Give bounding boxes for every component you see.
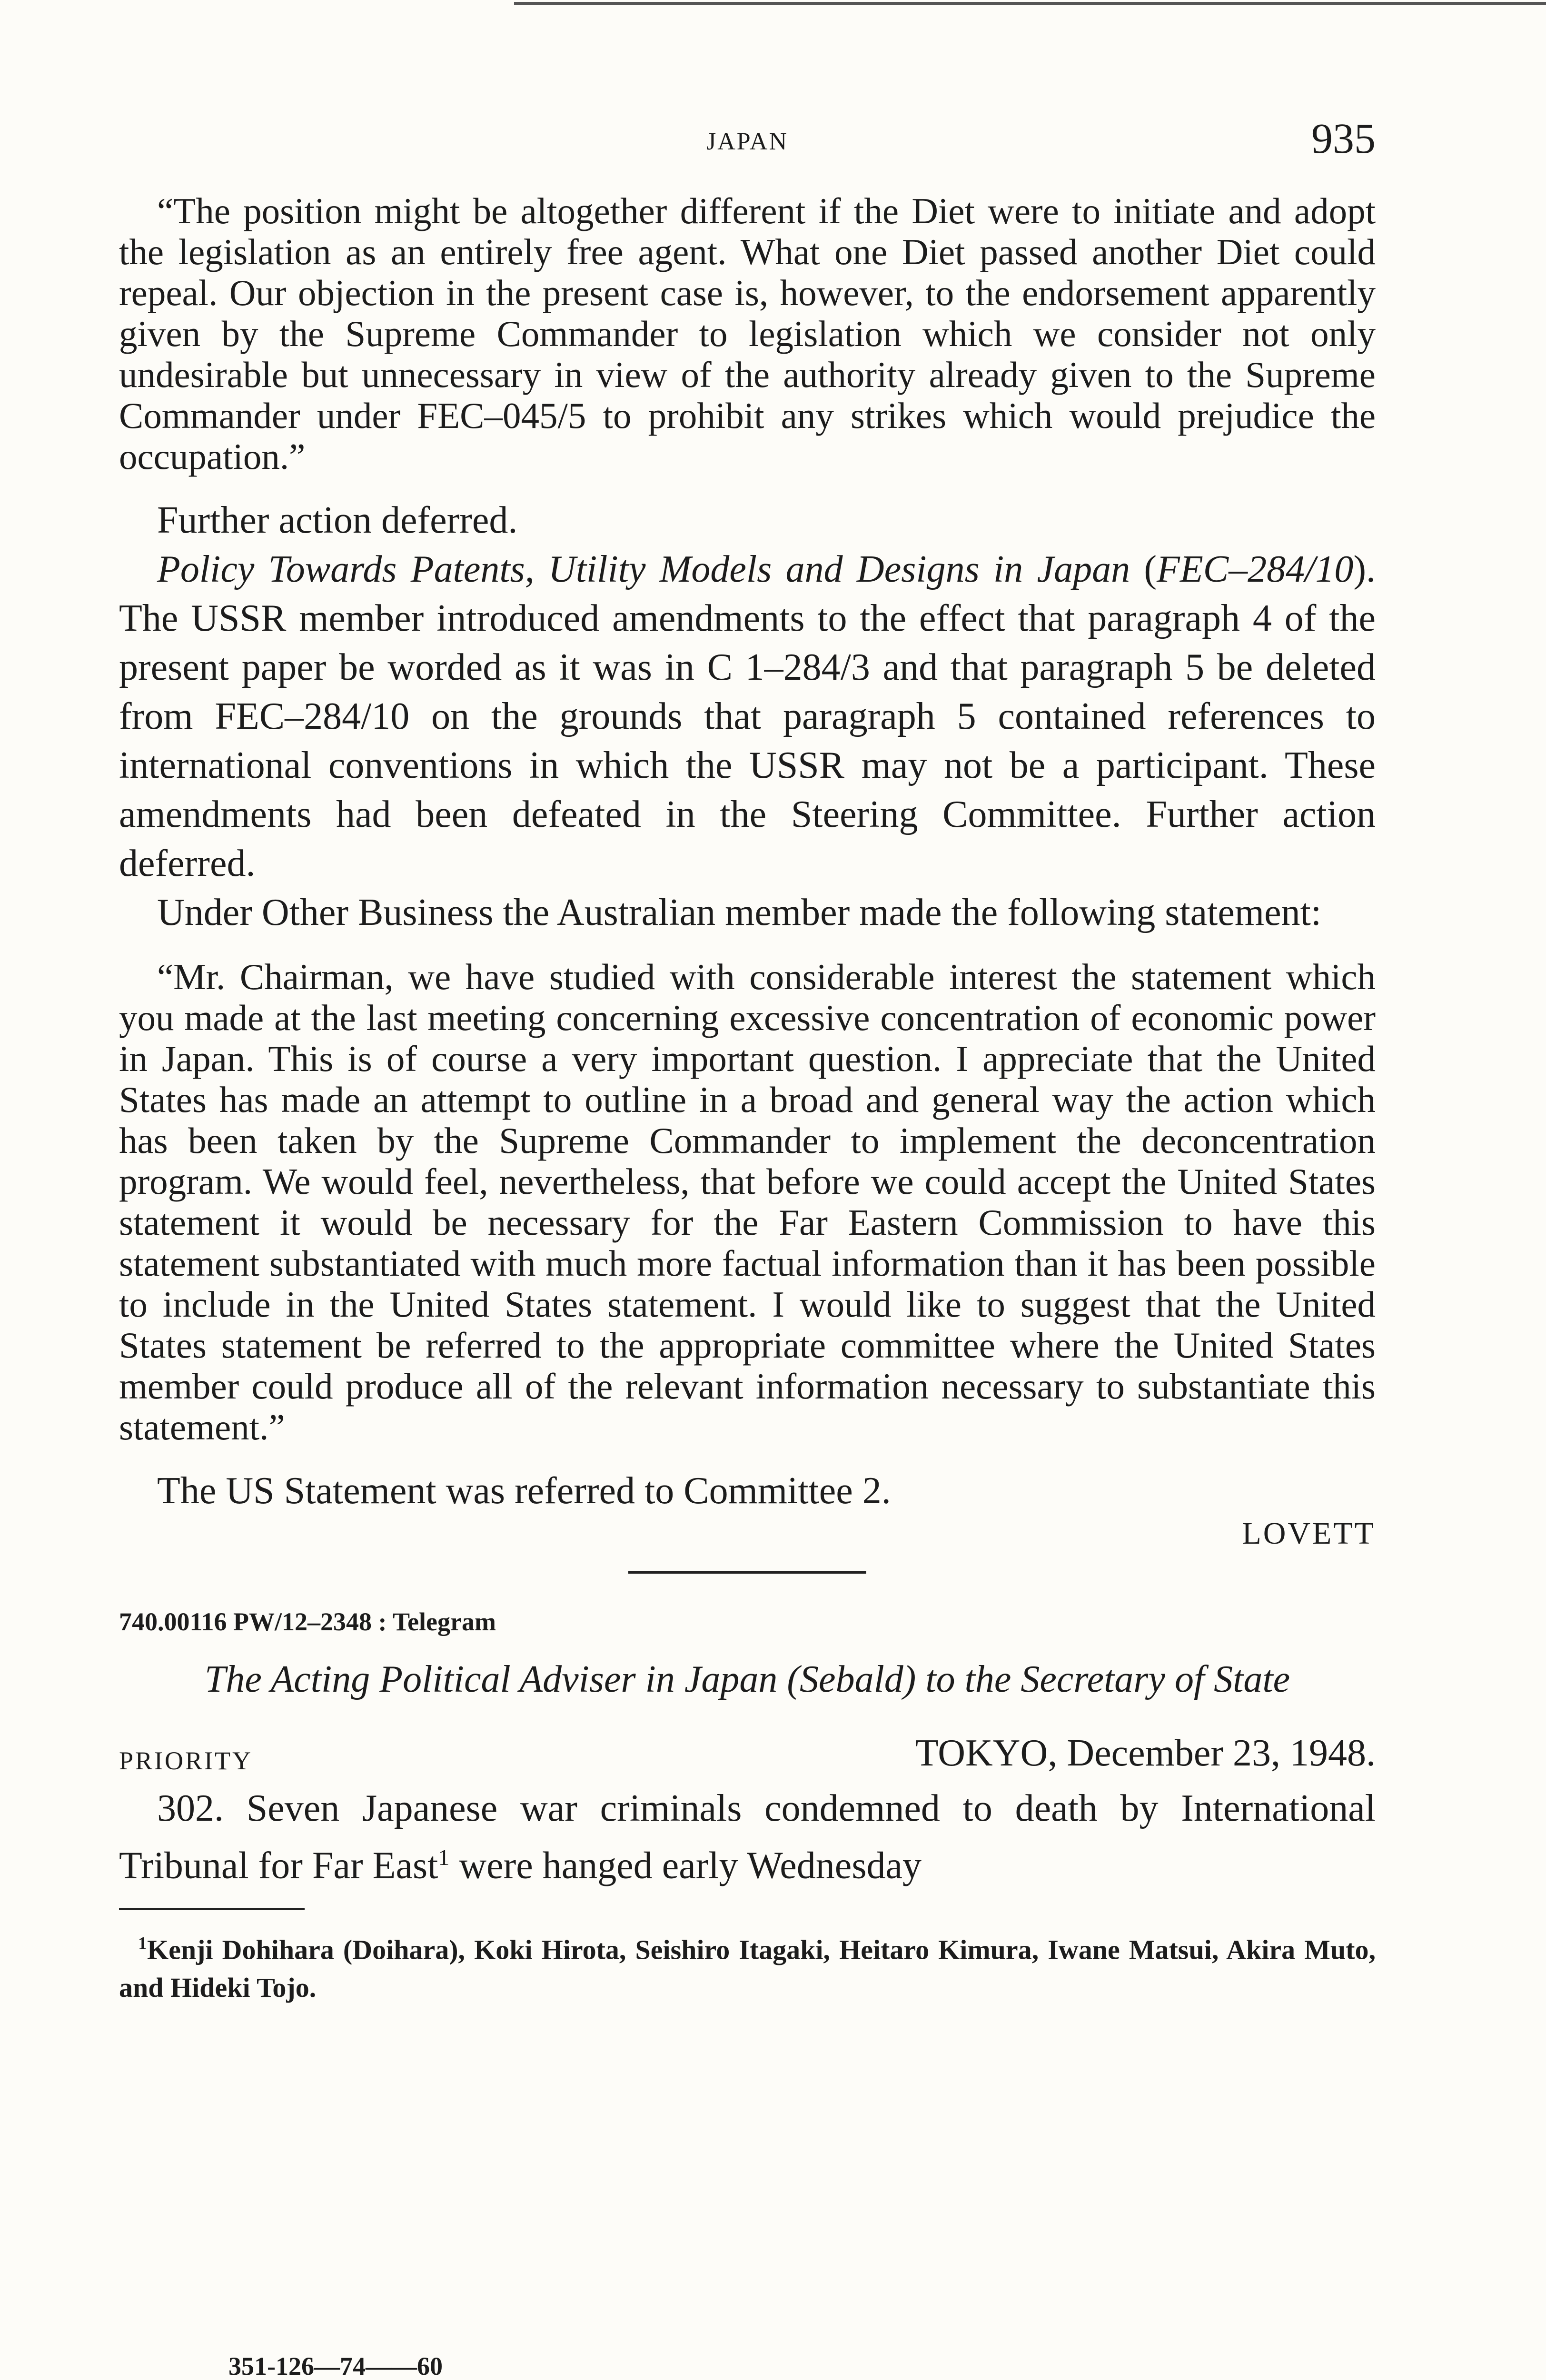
page-content [119,190,1376,2007]
priority-label: PRIORITY [119,1746,253,1775]
paren-close: ). [1353,548,1376,590]
paragraph-302-end: were hanged early Wednesday [449,1844,922,1887]
paragraph-302-start: 302. Seven Japanese war criminals condemned to death by International Tribunal for Far East [119,1787,1376,1887]
patents-text: The USSR member introduced amendments to the effect that paragraph 4 of the present paper be worded as it was in C 1–284/3 and that paragraph 5 be deleted from FEC–284/10 on the grounds that paragraph 5 contained references to international conventions in which the USSR may not be a participant. These amendments had been defeated in the Steering Committee. Further action deferred. [119,597,1376,884]
print-code: 351-126—74——60 [228,2352,443,2380]
footnote-rule [119,1908,305,1910]
quote-paragraph-australian: “Mr. Chairman, we have studied with considerable interest the statement which you made at the last meeting concerning excessive concentration of economic power in Japan. This is of course a very important question. I appreciate that the United States has made an attempt to outline in a broad and general way the action which has been taken by the Supreme Commander to implement the deconcentration program. We would feel, nevertheless, that before we could accept the United States statement it would be necessary for the Far Eastern Commission to have this statement substantiated with much more factual information than it has been possible to include in the United States statement. I would like to suggest that the United States statement be referred to the appropriate committee where the United States member could produce all of the relevant information necessary to substantiate this statement.” [119,956,1376,1448]
quote-paragraph-diet: “The position might be altogether different if the Diet were to initiate and adopt the legislation as an entirely free agent. What one Diet passed another Diet could repeal. Our objection in the present case is, however, to the endorsement apparently given by the Supreme Commander to legislation which we consider not only undesirable but unnecessary in view of the authority already given to the Supreme Commander under FEC–045/5 to prohibit any strikes which would prejudice the occupation.” [119,190,1376,477]
top-rule [514,2,1546,5]
document-title: The Acting Political Adviser in Japan (Sebald) to the Secretary of State [204,1658,1290,1700]
footnote-reference: 1 [438,1845,450,1870]
paragraph-patents [119,545,1376,888]
paragraph-other-business: Under Other Business the Australian member made the following statement: [157,892,1322,933]
priority-dateline-row [119,1732,1376,1779]
patents-title: Policy Towards Patents, Utility Models and Designs in Japan [157,548,1130,590]
dateline: TOKYO, December 23, 1948. [915,1732,1376,1774]
patents-ref: FEC–284/10 [1157,548,1354,590]
running-head: JAPAN [706,128,789,155]
footnote [119,1924,1376,2007]
footnote-mark: 1 [138,1933,147,1954]
paragraph-further-action: Further action deferred. [157,499,518,541]
signature: LOVETT [1242,1516,1376,1551]
paren-open: ( [1130,548,1157,590]
footnote-text: Kenji Dohihara (Doihara), Koki Hirota, Seishiro Itagaki, Heitaro Kimura, Iwane Matsui, Akira Muto, and Hideki Tojo. [119,1934,1376,2003]
section-divider [628,1571,866,1574]
page-header [119,114,1376,167]
paragraph-referred: The US Statement was referred to Committee 2. [157,1470,891,1512]
paragraph-302 [119,1784,1376,1891]
page-number: 935 [1311,115,1376,162]
file-reference: 740.00116 PW/12–2348 : Telegram [119,1607,496,1636]
